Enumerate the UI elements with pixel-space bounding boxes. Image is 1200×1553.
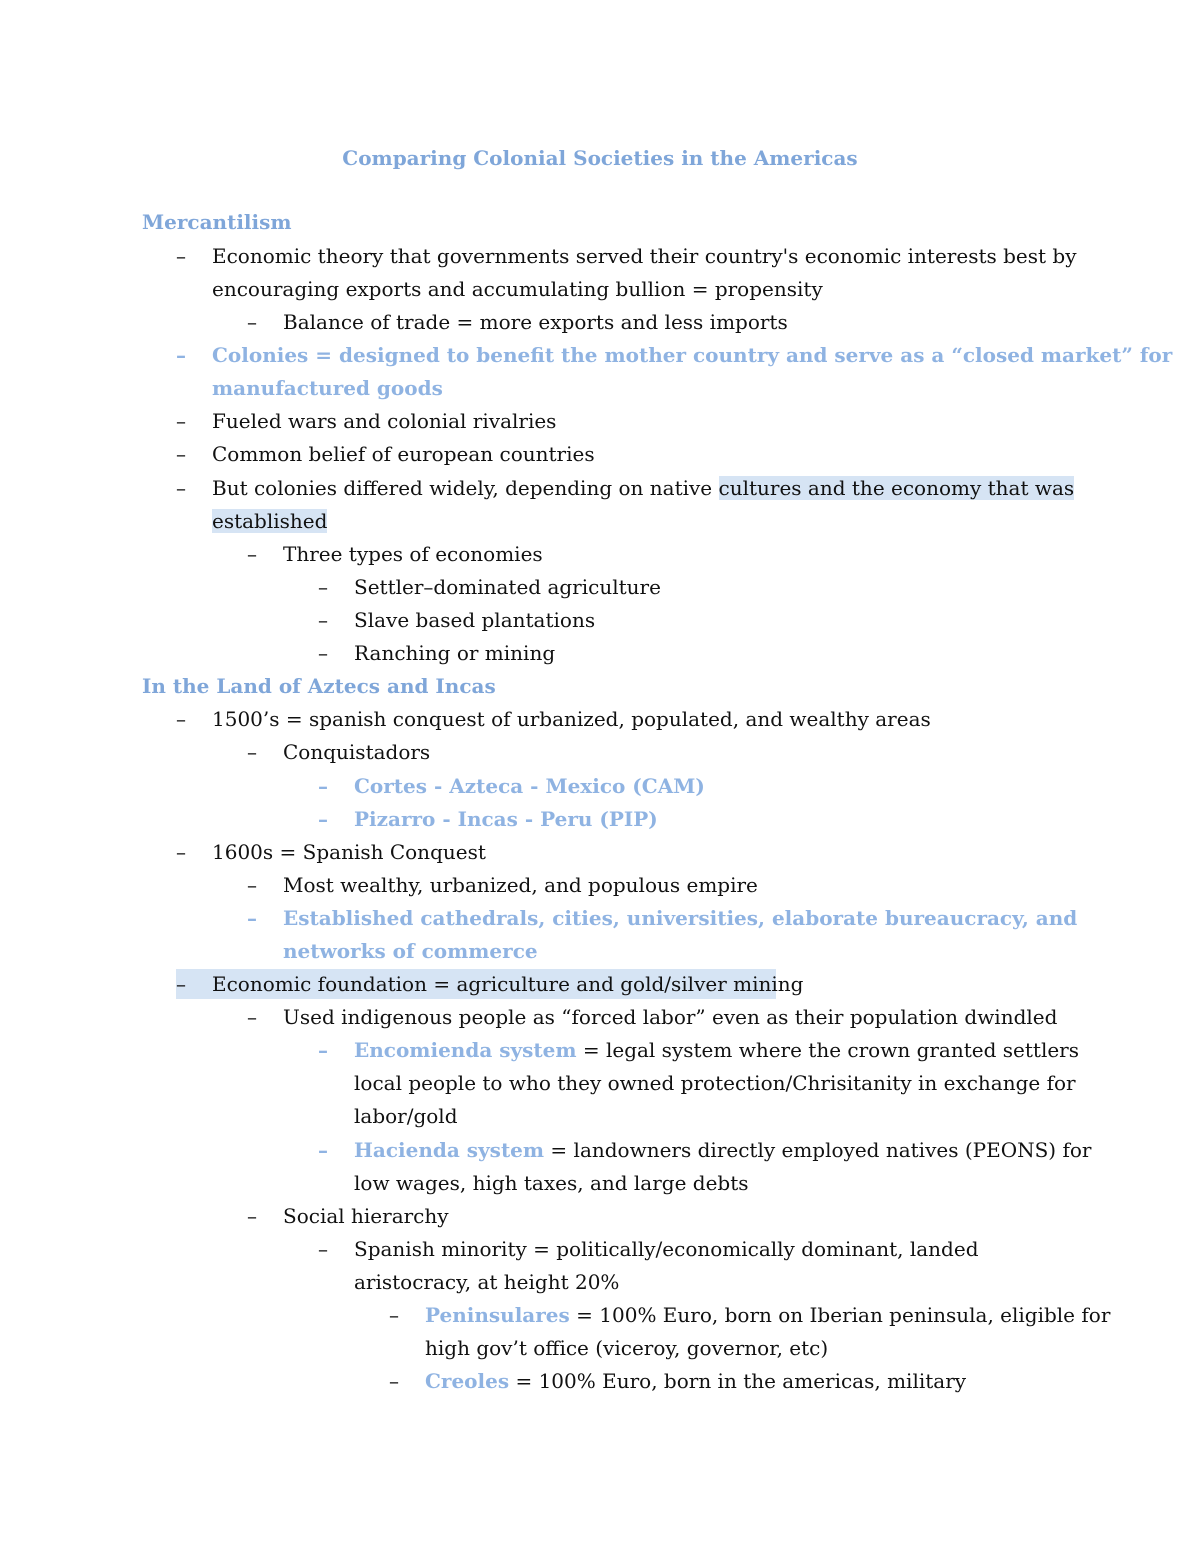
- list-item-text: Social hierarchy: [283, 1204, 449, 1228]
- heading-aztecs-incas: In the Land of Aztecs and Incas: [142, 674, 496, 698]
- list-item-text: Common belief of european countries: [212, 442, 595, 466]
- list-item: [247, 737, 430, 767]
- list-item: [318, 1035, 1079, 1065]
- list-item: [318, 1135, 1091, 1165]
- plain-text: But colonies differed widely, depending on native: [212, 476, 719, 500]
- bullet-dash: –: [176, 343, 186, 367]
- list-item: [176, 969, 804, 999]
- list-item-text: [425, 1369, 966, 1393]
- bullet-dash: –: [247, 906, 257, 930]
- term-encomienda: Encomienda system: [354, 1038, 577, 1062]
- bullet-dash: –: [318, 1138, 328, 1162]
- list-item: [176, 340, 1172, 370]
- list-item-text: Settler–dominated agriculture: [354, 575, 661, 599]
- bullet-dash: –: [318, 641, 328, 665]
- list-item-text: [425, 1303, 1110, 1327]
- list-item-continuation: labor/gold: [354, 1104, 458, 1128]
- list-item: [389, 1300, 1110, 1330]
- list-item: [318, 572, 661, 602]
- definition-text: = legal system where the crown granted settlers: [576, 1038, 1079, 1062]
- bullet-dash: –: [247, 740, 257, 764]
- list-item: [247, 539, 543, 569]
- list-item: [318, 771, 705, 801]
- list-item: [247, 1201, 449, 1231]
- list-item-continuation: low wages, high taxes, and large debts: [354, 1171, 749, 1195]
- list-item-continuation: encouraging exports and accumulating bullion = propensity: [212, 277, 823, 301]
- bullet-dash: –: [176, 840, 186, 864]
- list-item: [247, 1002, 1057, 1032]
- list-item-continuation: manufactured goods: [212, 376, 443, 400]
- bullet-dash: –: [176, 707, 186, 731]
- list-item-text: Colonies = designed to benefit the mother country and serve as a “closed market” for: [212, 343, 1173, 367]
- list-item-text: [354, 1038, 1079, 1062]
- list-item-continuation: aristocracy, at height 20%: [354, 1270, 620, 1294]
- list-item: [247, 307, 788, 337]
- list-item: [176, 837, 486, 867]
- bullet-dash: –: [176, 244, 186, 268]
- definition-text: = landowners directly employed natives (PEONS) for: [544, 1138, 1092, 1162]
- definition-text: = 100% Euro, born in the americas, military: [509, 1369, 967, 1393]
- bullet-dash: –: [176, 409, 186, 433]
- list-item-continuation: high gov’t office (viceroy, governor, etc): [425, 1336, 829, 1360]
- list-item: [176, 704, 931, 734]
- list-item-text: 1600s = Spanish Conquest: [212, 840, 486, 864]
- list-item: [318, 1234, 979, 1264]
- list-item-text: Pizarro - Incas - Peru (PIP): [354, 807, 658, 831]
- term-peninsulares: Peninsulares: [425, 1303, 570, 1327]
- list-item-text: Conquistadors: [283, 740, 431, 764]
- list-item-text: Most wealthy, urbanized, and populous empire: [283, 873, 758, 897]
- list-item: [389, 1366, 966, 1396]
- list-item: [247, 903, 1077, 933]
- list-item-text: 1500’s = spanish conquest of urbanized, populated, and wealthy areas: [212, 707, 931, 731]
- heading-mercantilism: Mercantilism: [142, 210, 292, 234]
- bullet-dash: –: [176, 442, 186, 466]
- list-item: [176, 439, 595, 469]
- bullet-dash: –: [247, 542, 257, 566]
- bullet-dash: –: [318, 1237, 328, 1261]
- term-creoles: Creoles: [425, 1369, 510, 1393]
- bullet-dash: –: [247, 873, 257, 897]
- list-item: [176, 473, 1074, 503]
- bullet-dash: –: [318, 807, 328, 831]
- bullet-dash: –: [318, 774, 328, 798]
- term-hacienda: Hacienda system: [354, 1138, 545, 1162]
- bullet-dash: –: [318, 608, 328, 632]
- list-item: [318, 605, 595, 635]
- bullet-dash: –: [389, 1369, 399, 1393]
- list-item-continuation: [212, 506, 327, 536]
- bullet-dash: –: [176, 972, 186, 996]
- list-item-text: [354, 1138, 1091, 1162]
- list-item: [318, 638, 555, 668]
- bullet-dash: –: [318, 575, 328, 599]
- list-item-text: Three types of economies: [283, 542, 543, 566]
- list-item-text: Cortes - Azteca - Mexico (CAM): [354, 774, 705, 798]
- list-item-continuation: networks of commerce: [283, 939, 538, 963]
- list-item-text: Ranching or mining: [354, 641, 556, 665]
- list-item-text: Slave based plantations: [354, 608, 596, 632]
- bullet-dash: –: [176, 476, 186, 500]
- list-item-text: Economic foundation = agriculture and gold/silver mining: [212, 972, 804, 996]
- list-item-text: Spanish minority = politically/economically dominant, landed: [354, 1237, 979, 1261]
- list-item-text: [212, 476, 1074, 500]
- list-item: [247, 870, 758, 900]
- bullet-dash: –: [247, 1204, 257, 1228]
- list-item: [176, 241, 1077, 271]
- list-item-text: Fueled wars and colonial rivalries: [212, 409, 557, 433]
- list-item-continuation: local people to who they owned protection/Chrisitanity in exchange for: [354, 1071, 1076, 1095]
- list-item-text: Economic theory that governments served their country's economic interests best by: [212, 244, 1077, 268]
- bullet-dash: –: [318, 1038, 328, 1062]
- highlighted-text: established: [212, 509, 328, 533]
- list-item: [318, 804, 658, 834]
- document-title: Comparing Colonial Societies in the Americas: [342, 146, 858, 170]
- bullet-dash: –: [247, 310, 257, 334]
- highlighted-text: cultures and the economy that was: [718, 476, 1075, 500]
- list-item: [176, 406, 556, 436]
- list-item-text: Used indigenous people as “forced labor” even as their population dwindled: [283, 1005, 1058, 1029]
- bullet-dash: –: [247, 1005, 257, 1029]
- bullet-dash: –: [389, 1303, 399, 1327]
- list-item-text: Balance of trade = more exports and less imports: [283, 310, 788, 334]
- definition-text: = 100% Euro, born on Iberian peninsula, eligible for: [569, 1303, 1111, 1327]
- list-item-text: Established cathedrals, cities, universities, elaborate bureaucracy, and: [283, 906, 1078, 930]
